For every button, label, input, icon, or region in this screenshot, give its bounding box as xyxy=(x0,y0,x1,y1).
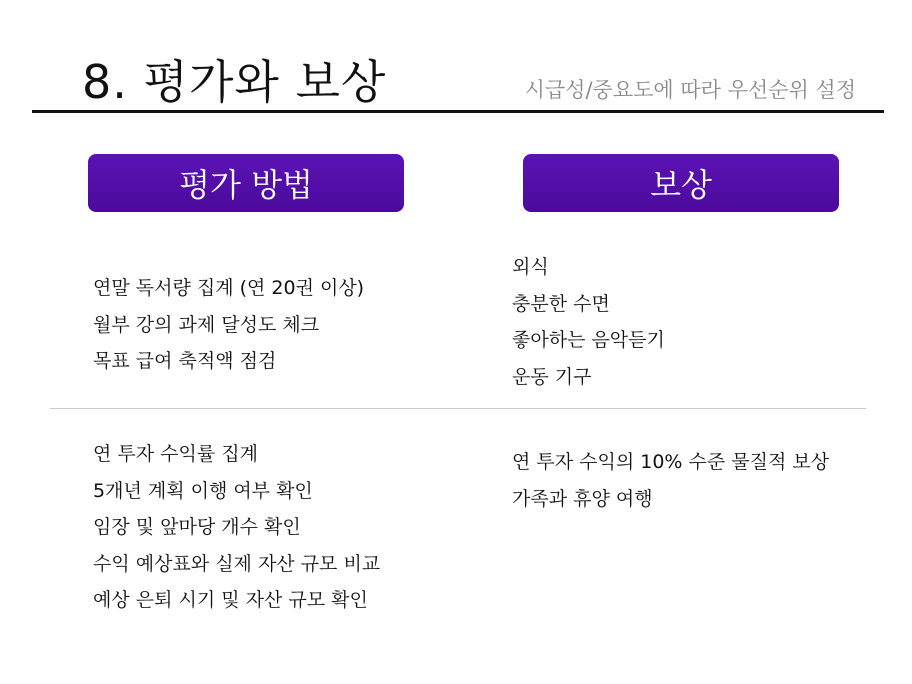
evaluation-list-bottom xyxy=(93,436,380,619)
list-item: 수익 예상표와 실제 자산 규모 비교 xyxy=(93,552,381,575)
reward-list-top xyxy=(512,249,665,395)
page-subtitle: 시급성/중요도에 따라 우선순위 설정 xyxy=(524,78,856,102)
list-item: 연말 독서량 집계 (연 20권 이상) xyxy=(93,277,365,299)
reward-header xyxy=(523,154,839,212)
list-item: 임장 및 앞마당 개수 확인 xyxy=(93,516,301,538)
reward-header-label: 보상 xyxy=(650,166,712,204)
list-item: 예상 은퇴 시기 및 자산 규모 확인 xyxy=(93,589,368,611)
list-item: 외식 xyxy=(512,256,549,278)
list-item: 가족과 휴양 여행 xyxy=(512,487,653,510)
list-item: 목표 급여 축적액 점검 xyxy=(93,350,277,372)
title-underline xyxy=(32,110,884,113)
section-divider xyxy=(50,408,866,409)
evaluation-header xyxy=(88,154,404,212)
list-item: 월부 강의 과제 달성도 체크 xyxy=(93,313,320,336)
evaluation-list-top xyxy=(93,270,364,380)
list-item: 연 투자 수익률 집계 xyxy=(93,443,258,465)
list-item: 좋아하는 음악듣기 xyxy=(512,329,665,351)
list-item: 충분한 수면 xyxy=(512,292,610,315)
list-item: 5개년 계획 이행 여부 확인 xyxy=(93,479,313,502)
evaluation-header-label: 평가 방법 xyxy=(179,166,313,204)
page-title: 8. 평가와 보상 xyxy=(82,55,387,109)
list-item: 운동 기구 xyxy=(512,365,592,388)
reward-list-bottom xyxy=(512,444,829,517)
list-item: 연 투자 수익의 10% 수준 물질적 보상 xyxy=(512,451,830,473)
